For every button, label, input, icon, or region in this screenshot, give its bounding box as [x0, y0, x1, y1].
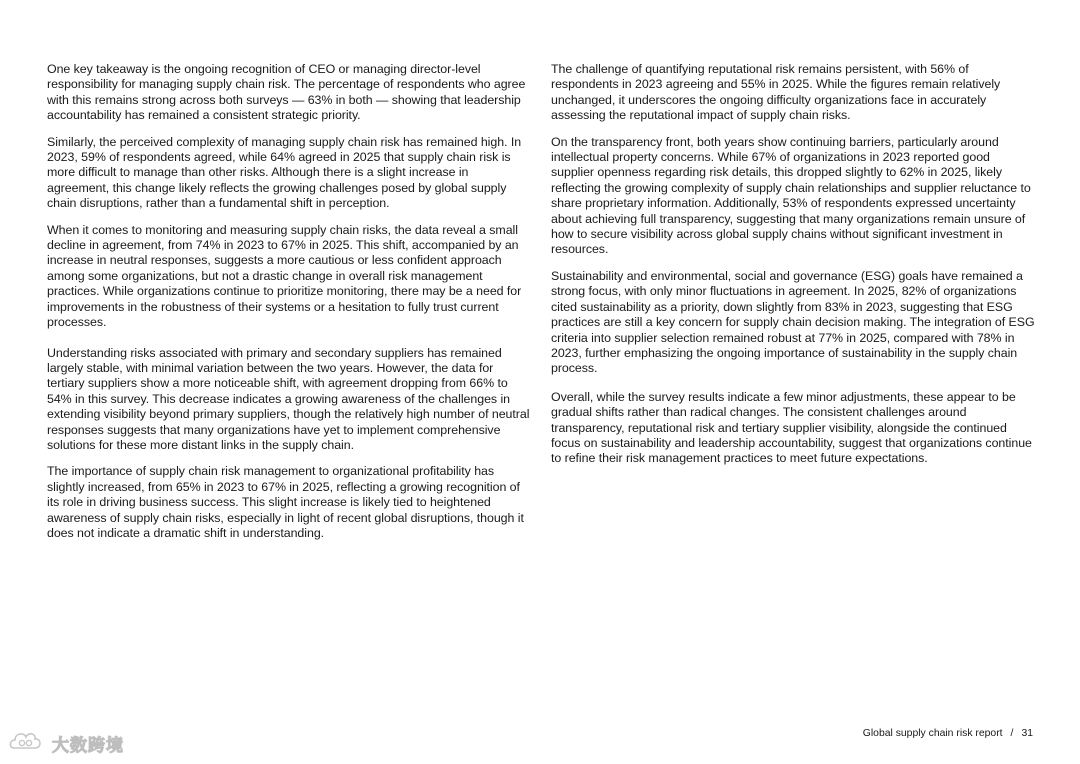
left-column: [47, 62, 531, 541]
report-title: Global supply chain risk report: [862, 728, 1003, 739]
page-number: 31: [1021, 728, 1033, 739]
paragraph-monitoring: When it comes to monitoring and measuring supply chain risks, the data reveal a small decline in agreement, from 74% in 2023 to 67% in 2025. This shift, accompanied by an increase in neutral responses, suggests a more cautious or less confident approach among some organizations, but not a drastic change in overall risk management practices. While organizations continue to prioritize monitoring, there may be a need for improvements in the robustness of their systems or a hesitation to fully trust current processes.: [47, 222, 522, 330]
paragraph-supplier-tiers: Understanding risks associated with primary and secondary suppliers has remained largely stable, with minimal variation between the two years. However, the data for tertiary suppliers show a more noticeable shift, with agreement dropping from 66% to 54% in this survey. This decrease indicates a growing awareness of the challenges in extending visibility beyond primary suppliers, though the relatively high number of neutral responses suggests that many organizations have yet to implement comprehensive solutions for these more distant links in the supply chain.: [47, 345, 530, 452]
cloud-logo-icon: [8, 728, 48, 759]
paragraph-complexity: Similarly, the perceived complexity of managing supply chain risk has remained high. In 2023, 59% of respondents agreed, while 64% agreed in 2025 that supply chain risk is more difficult to manage than other risks. Although there is a slight increase in agreement, this change likely reflects the growing challenges posed by global supply chain disruptions, rather than a fundamental shift in perception.: [47, 134, 522, 211]
footer-separator: /: [1010, 728, 1014, 739]
watermark: [8, 728, 124, 759]
paragraph-esg: Sustainability and environmental, social and governance (ESG) goals have remained a strong focus, with only minor fluctuations in agreement. In 2025, 82% of organizations cited sustainability as a priority, down slightly from 83% in 2023, suggesting that ESG practices are still a key concern for supply chain decision making. The integration of ESG criteria into supplier selection remained robust at 77% in 2025, compared with 78% in 2023, further emphasizing the ongoing importance of sustainability in the supply chain process.: [551, 268, 1035, 376]
right-column: [551, 62, 1035, 467]
watermark-text: 大数跨境: [52, 736, 124, 756]
paragraph-reputational-risk: The challenge of quantifying reputational risk remains persistent, with 56% of respondents in 2023 agreeing and 55% in 2025. While the figures remain relatively unchanged, it underscores the ongoing difficulty organizations face in accurately assessing the reputational impact of supply chain risks.: [551, 62, 1001, 123]
paragraph-overall: Overall, while the survey results indicate a few minor adjustments, these appear to be gradual shifts rather than radical changes. The consistent challenges around transparency, reputational risk and tertiary supplier visibility, alongside the continued focus on sustainability and leadership accountability, suggest that organizations continue to refine their risk management practices to meet future expectations.: [551, 389, 1032, 466]
page-footer: [863, 728, 1033, 739]
paragraph-profitability: The importance of supply chain risk management to organizational profitability has slightly increased, from 65% in 2023 to 67% in 2025, reflecting a growing recognition of its role in driving business success. This slight increase is likely tied to heightened awareness of supply chain risks, especially in light of recent global disruptions, though it does not indicate a dramatic shift in understanding.: [47, 464, 524, 540]
paragraph-ceo-responsibility: One key takeaway is the ongoing recognition of CEO or managing director-level responsibility for managing supply chain risk. The percentage of respondents who agree with this remains strong across both surveys — 63% in both — showing that leadership accountability has remained a consistent strategic priority.: [47, 62, 526, 123]
paragraph-transparency: On the transparency front, both years show continuing barriers, particularly around intellectual property concerns. While 67% of organizations in 2023 reported good supplier openness regarding risk details, this dropped slightly to 62% in 2025, likely reflecting the growing complexity of supply chain relationships and supplier reluctance to share proprietary information. Additionally, 53% of respondents expressed uncertainty about achieving full transparency, suggesting that many organizations remain unsure of how to secure visibility across global supply chains without significant investment in resources.: [551, 134, 1031, 257]
